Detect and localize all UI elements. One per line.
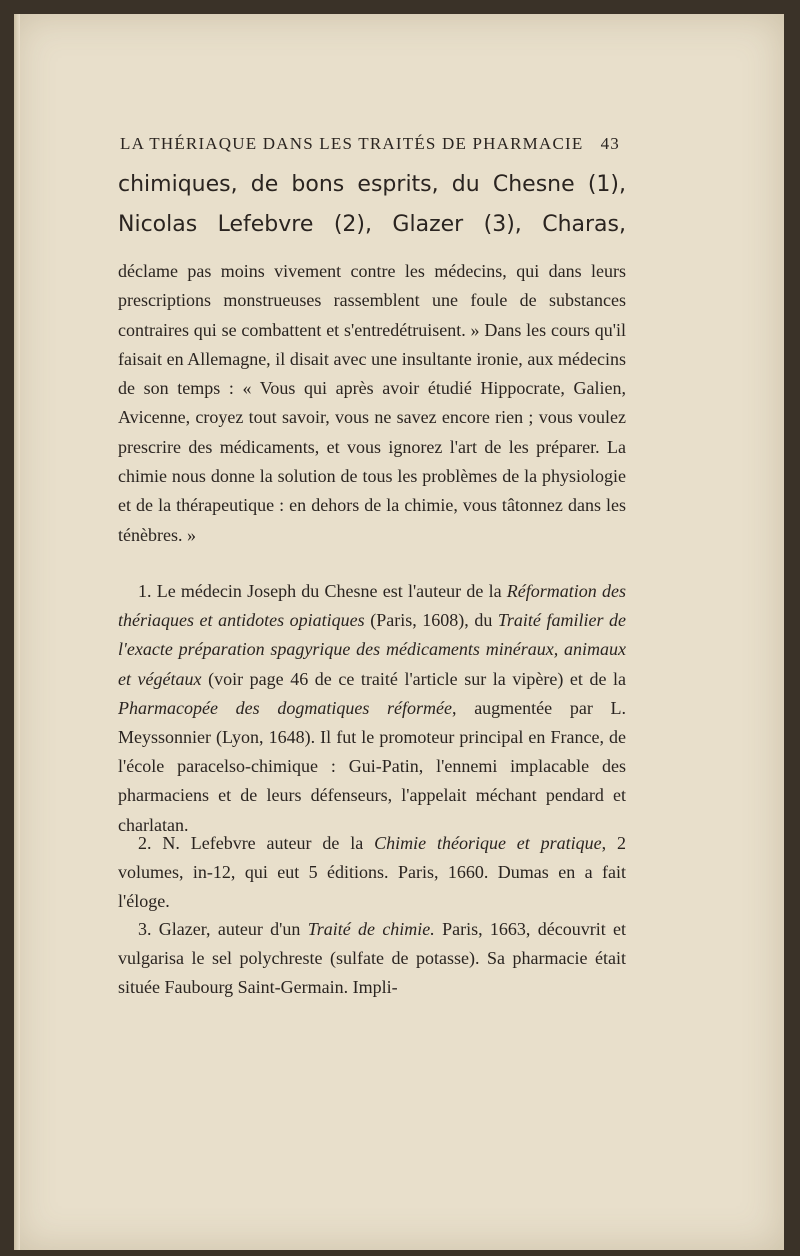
footnote-2-title: Chimie théorique et pratique — [374, 833, 602, 853]
page-number: 43 — [600, 134, 620, 153]
footnote-1-title-3: Pharmacopée des dogmatiques réformée — [118, 697, 452, 718]
body-paragraph: déclame pas moins vivement contre les médecins, qui dans leurs prescriptions monstrueuses rassemblent une foule de substances contraires qui se combattent et s'entredétruisent. » Dans les cours qu'il faisait en Allemagne, il disait avec une insultante ironie, aux médecins de son temps : « Vous qui après avoir étudié Hippocrate, Galien, Avicenne, croyez tout savoir, vous ne savez encore rien ; vous voulez prescrire des médicaments, et vous ignorez l'art de les préparer. La chimie nous donne la solution de tous les problèmes de la physiologie et de la thérapeutique : en dehors de la chimie, vous tâtonnez dans les ténèbres. » — [118, 261, 626, 545]
footnote-1-text-b: (Paris, 1608), du — [364, 610, 498, 631]
footnote-2-text-a: 2. N. Lefebvre auteur de la — [138, 833, 375, 853]
footnote-1-text-d: , augmentée par L. Meyssonnier (Lyon, 1648). Il fut le promoteur principal en France, de l'école paracelso-chimique : Gui-Patin, l'ennemi implacable des pharmaciens et de leurs défenseurs, l'appelait méchant pendard et charlatan. — [118, 697, 626, 835]
footnote-3-text-a: 3. Glazer, auteur d'un — [138, 919, 308, 939]
page-fold-shadow — [14, 14, 20, 1250]
footnote-2-text-b: , 2 volumes, in-12, qui eut 5 éditions. Paris, 1660. Dumas en a fait l'éloge. — [118, 833, 627, 912]
footnote-3 — [118, 915, 626, 1003]
lead-line-1: chimiques, de bons esprits, du Chesne (1), — [118, 172, 626, 197]
footnote-3-text-b: Paris, 1663, découvrit et vulgarisa le sel polychreste (sulfate de potasse). Sa pharmacie était située Faubourg Saint-Germain. Impli- — [118, 919, 627, 998]
running-header-title: LA THÉRIAQUE DANS LES TRAITÉS DE PHARMACIE — [120, 134, 584, 153]
footnote-1-title-2: Traité familier de l'exacte préparation spagyrique des médicaments minéraux, animaux et végétaux — [118, 610, 626, 689]
footnote-1-text-a: 1. Le médecin Joseph du Chesne est l'auteur de la — [138, 581, 507, 601]
footnote-3-title: Traité de chimie. — [307, 919, 435, 939]
footnote-1-text-c: (voir page 46 de ce traité l'article sur la vipère) et de la — [201, 668, 627, 689]
running-header — [120, 134, 620, 154]
footnote-2 — [118, 829, 626, 917]
footnote-1-title-1: Réformation des thériaques et antidotes opiatiques — [118, 581, 626, 631]
lead-line-2: Nicolas Lefebvre (2), Glazer (3), Charas, — [118, 212, 626, 237]
footnote-1 — [118, 577, 626, 840]
